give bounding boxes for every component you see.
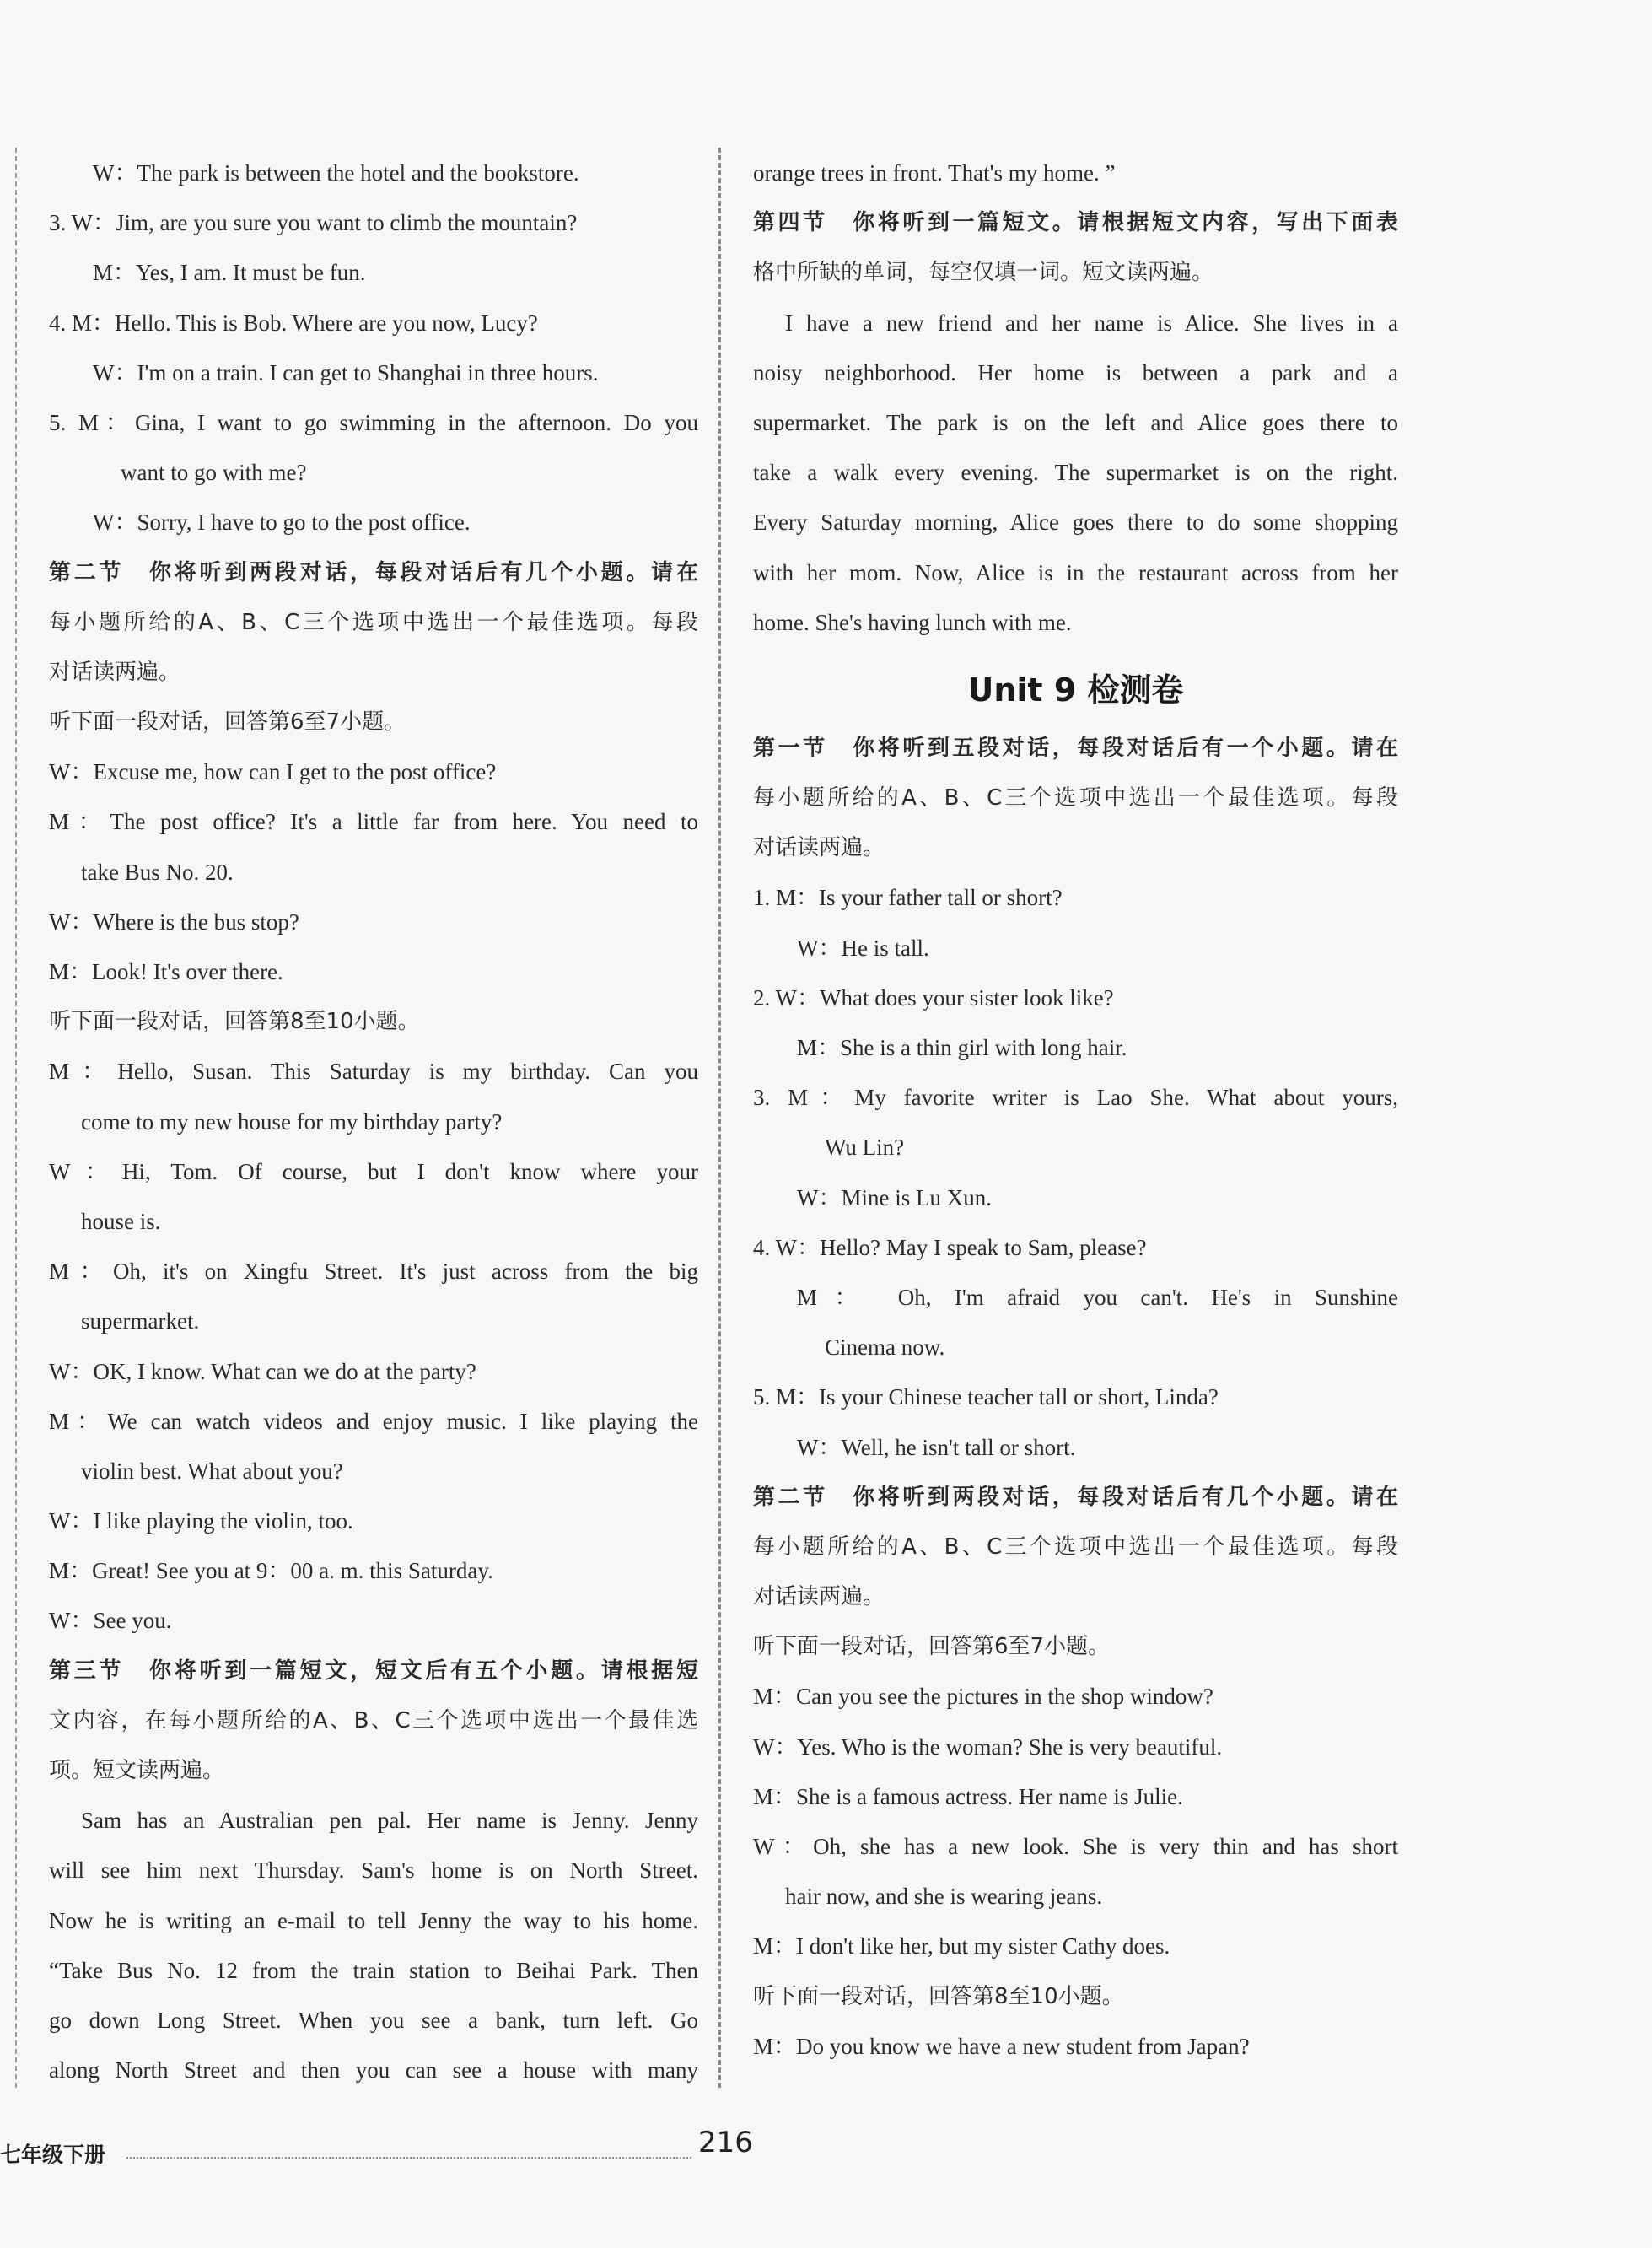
text-line: 对话读两遍。 <box>49 659 181 685</box>
text-line <box>753 198 1398 248</box>
text-line: Cinema now. <box>825 1334 945 1361</box>
text-line: 项。短文读两遍。 <box>49 1758 225 1783</box>
right-column <box>753 148 1398 2072</box>
text-line: M：Great! See you at 9：00 a. m. this Saturday. <box>49 1558 493 1584</box>
text-line: M：She is a famous actress. Her name is Julie. <box>753 1783 1183 1809</box>
text-line: Sam has an Australian pen pal. Her name is Jenny. Jenny <box>81 1808 698 1834</box>
text-line <box>753 724 1398 774</box>
text-line: W：I like playing the violin, too. <box>49 1508 353 1534</box>
text-line: take a walk every evening. The supermarket is on the right. <box>753 460 1398 486</box>
footer-grade-label: 七年级下册 <box>0 2143 106 2167</box>
text-line: M： Oh, I'm afraid you can't. He's in Sunshine <box>797 1284 1398 1310</box>
section-heading: 第四节 你将听到一篇短文。请根据短文内容，写出下面表 <box>753 210 1398 236</box>
text-line: 听下面一段对话，回答第8至10小题。 <box>753 1983 1124 2009</box>
text-line: with her mom. Now, Alice is in the restaurant across from her <box>753 559 1398 585</box>
text-line: W：Oh, she has a new look. She is very thin and has short <box>753 1834 1398 1859</box>
right-column-top <box>753 148 1398 648</box>
binding-margin <box>15 148 25 2088</box>
text-line: M：Look! It's over there. <box>49 959 283 984</box>
text-line: 格中所缺的单词，每空仅填一词。短文读两遍。 <box>753 260 1214 286</box>
text-line: W：Hi, Tom. Of course, but I don't know where your <box>49 1158 698 1184</box>
text-line: M：Do you know we have a new student from Japan? <box>753 2033 1250 2059</box>
text-line: W：See you. <box>49 1608 172 1634</box>
text-line: 2. W：What does your sister look like? <box>753 984 1114 1011</box>
text-line: W：OK, I know. What can we do at the party? <box>49 1358 476 1384</box>
text-line: W：Excuse me, how can I get to the post office? <box>49 759 497 785</box>
text-line: 听下面一段对话，回答第6至7小题。 <box>753 1634 1111 1660</box>
text-line: W：Sorry, I have to go to the post office. <box>93 509 471 536</box>
text-line: take Bus No. 20. <box>81 859 234 885</box>
text-line: noisy neighborhood. Her home is between a park and a <box>753 359 1398 385</box>
text-line: I have a new friend and her name is Alice. She lives in a <box>785 310 1398 336</box>
text-line: M：Can you see the pictures in the shop window? <box>753 1684 1213 1710</box>
section-heading: 第二节 你将听到两段对话，每段对话后有几个小题。请在 <box>753 1484 1398 1510</box>
text-line: 每小题所给的A、B、C三个选项中选出一个最佳选项。每段 <box>753 785 1398 811</box>
text-line: 1. M：Is your father tall or short? <box>753 885 1063 911</box>
text-line: 每小题所给的A、B、C三个选项中选出一个最佳选项。每段 <box>753 1534 1398 1560</box>
text-line: Every Saturday morning, Alice goes there to do some shopping <box>753 509 1398 536</box>
text-line: want to go with me? <box>121 460 307 486</box>
text-line: “Take Bus No. 12 from the train station to Beihai Park. Then <box>49 1957 698 1983</box>
text-line: 3. M：My favorite writer is Lao She. What about yours, <box>753 1085 1398 1111</box>
text-line: M：The post office? It's a little far from here. You need to <box>49 809 698 835</box>
text-line: W：He is tall. <box>797 935 929 961</box>
text-line: 对话读两遍。 <box>753 1584 885 1610</box>
right-column-bottom <box>753 724 1398 2072</box>
text-line: 4. W：Hello? May I speak to Sam, please? <box>753 1234 1147 1260</box>
text-line: 听下面一段对话，回答第6至7小题。 <box>49 709 406 736</box>
page-number: 216 <box>698 2126 753 2159</box>
column-divider <box>718 148 721 2088</box>
text-line: W：The park is between the hotel and the bookstore. <box>93 160 579 186</box>
text-line: along North Street and then you can see a house with many <box>49 2057 698 2084</box>
text-line <box>753 1473 1398 1523</box>
text-line: violin best. What about you? <box>81 1458 343 1484</box>
text-line <box>49 548 698 598</box>
text-line: 5. M：Is your Chinese teacher tall or short, Linda? <box>753 1384 1219 1410</box>
section-heading: 第三节 你将听到一篇短文，短文后有五个小题。请根据短 <box>49 1658 698 1684</box>
unit-title: Unit 9 检测卷 <box>967 671 1184 709</box>
text-line: 听下面一段对话，回答第8至10小题。 <box>49 1009 420 1035</box>
text-line: 5. M：Gina, I want to go swimming in the afternoon. Do you <box>49 409 698 435</box>
text-line: hair now, and she is wearing jeans. <box>785 1884 1103 1910</box>
text-line: M：She is a thin girl with long hair. <box>797 1035 1127 1060</box>
text-line: W：I'm on a train. I can get to Shanghai in three hours. <box>93 359 599 385</box>
footer-dotted-rule <box>126 2157 691 2159</box>
text-line: go down Long Street. When you see a bank, turn left. Go <box>49 2007 698 2033</box>
text-line: will see him next Thursday. Sam's home is on North Street. <box>49 1857 698 1884</box>
text-line: 对话读两遍。 <box>753 835 885 861</box>
left-column <box>49 148 698 2095</box>
text-line: 每小题所给的A、B、C三个选项中选出一个最佳选项。每段 <box>49 609 698 635</box>
text-line: M：Oh, it's on Xingfu Street. It's just across from the big <box>49 1259 698 1285</box>
text-line: 4. M：Hello. This is Bob. Where are you now, Lucy? <box>49 310 538 336</box>
text-line: supermarket. The park is on the left and Alice goes there to <box>753 409 1398 435</box>
text-line: W：Well, he isn't tall or short. <box>797 1434 1076 1460</box>
text-line: supermarket. <box>81 1308 200 1334</box>
text-line: M：Yes, I am. It must be fun. <box>93 260 366 286</box>
text-line: M：We can watch videos and enjoy music. I like playing the <box>49 1408 698 1434</box>
section-heading: 第二节 你将听到两段对话，每段对话后有几个小题。请在 <box>49 559 698 585</box>
text-line: come to my new house for my birthday party? <box>81 1108 503 1135</box>
text-line: 3. W：Jim, are you sure you want to climb the mountain? <box>49 210 578 236</box>
text-line <box>49 1647 698 1696</box>
text-line: M：Hello, Susan. This Saturday is my birthday. Can you <box>49 1059 698 1085</box>
text-line: W：Where is the bus stop? <box>49 908 299 935</box>
text-line: house is. <box>81 1208 161 1234</box>
text-line: W：Yes. Who is the woman? She is very beautiful. <box>753 1733 1223 1760</box>
section-heading: 第一节 你将听到五段对话，每段对话后有一个小题。请在 <box>753 735 1398 761</box>
text-line: orange trees in front. That's my home. ” <box>753 160 1116 186</box>
text-line: home. She's having lunch with me. <box>753 609 1072 635</box>
text-line: Now he is writing an e-mail to tell Jenny the way to his home. <box>49 1907 698 1933</box>
text-line: 文内容，在每小题所给的A、B、C三个选项中选出一个最佳选 <box>49 1707 698 1733</box>
text-line: Wu Lin? <box>825 1135 905 1161</box>
text-line: W：Mine is Lu Xun. <box>797 1184 992 1210</box>
text-line: M：I don't like her, but my sister Cathy does. <box>753 1933 1170 1960</box>
